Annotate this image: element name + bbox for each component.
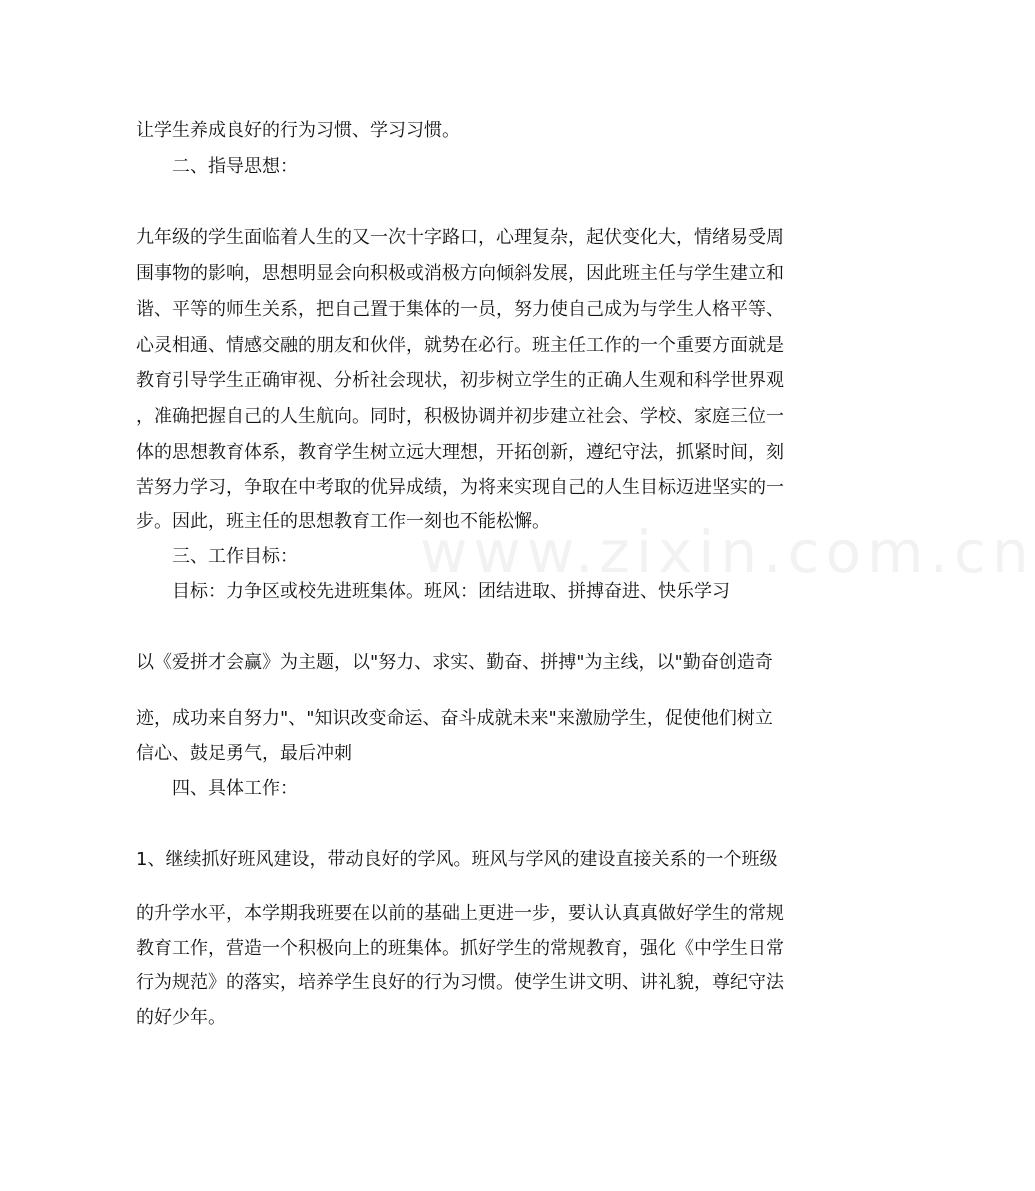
- paragraph-line: 体的思想教育体系，教育学生树立远大理想，开拓创新，遵纪守法，抓紧时间，刻: [136, 442, 784, 463]
- paragraph-line: 教育引导学生正确审视、分析社会现状，初步树立学生的正确人生观和科学世界观: [136, 370, 784, 391]
- paragraph-line: 教育工作，营造一个积极向上的班集体。抓好学生的常规教育，强化《中学生日常: [136, 938, 784, 959]
- paragraph-line: 让学生养成良好的行为习惯、学习习惯。: [136, 120, 460, 141]
- paragraph-line: ，准确把握自己的人生航向。同时，积极协调并初步建立社会、学校、家庭三位一: [136, 406, 784, 427]
- section-heading-3: 三、工作目标：: [172, 546, 298, 567]
- paragraph-line: 谐、平等的师生关系，把自己置于集体的一员，努力使自己成为与学生人格平等、: [136, 299, 784, 320]
- goal-line: 目标：力争区或校先进班集体。班风：团结进取、拼搏奋进、快乐学习: [172, 581, 730, 602]
- section-heading-2: 二、指导思想：: [172, 156, 298, 177]
- section-heading-4: 四、具体工作：: [172, 778, 298, 799]
- paragraph-line: 行为规范》的落实，培养学生良好的行为习惯。使学生讲文明、讲礼貌，尊纪守法: [136, 972, 784, 993]
- paragraph-line: 九年级的学生面临着人生的又一次十字路口，心理复杂，起伏变化大，情绪易受周: [136, 227, 784, 248]
- paragraph-line: 苦努力学习，争取在中考取的优异成绩，为将来实现自己的人生目标迈进坚实的一: [136, 477, 784, 498]
- watermark: www.zixin.com.cn: [420, 518, 1035, 586]
- paragraph-line: 步。因此，班主任的思想教育工作一刻也不能松懈。: [136, 511, 550, 532]
- paragraph-line: 的好少年。: [136, 1007, 226, 1028]
- paragraph-line: 围事物的影响，思想明显会向积极或消极方向倾斜发展，因此班主任与学生建立和: [136, 263, 784, 284]
- paragraph-line: 的升学水平，本学期我班要在以前的基础上更进一步，要认认真真做好学生的常规: [136, 903, 784, 924]
- paragraph-line: 心灵相通、情感交融的朋友和伙伴，就势在必行。班主任工作的一个重要方面就是: [136, 335, 784, 356]
- paragraph-line: 迹，成功来自努力"、"知识改变命运、奋斗成就未来"来激励学生，促使他们树立: [136, 708, 773, 729]
- paragraph-line: 以《爱拼才会赢》为主题，以"努力、求实、勤奋、拼搏"为主线，以"勤奋创造奇: [136, 652, 773, 673]
- paragraph-line: 1、继续抓好班风建设，带动良好的学风。班风与学风的建设直接关系的一个班级: [136, 849, 778, 870]
- paragraph-line: 信心、鼓足勇气，最后冲刺: [136, 743, 352, 764]
